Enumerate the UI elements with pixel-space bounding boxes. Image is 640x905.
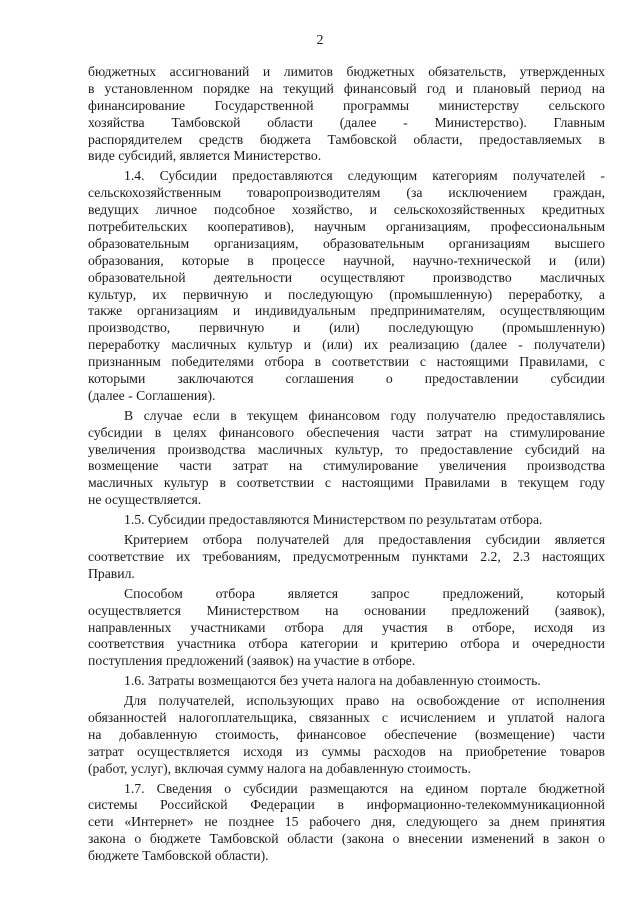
text-line: соответствие их требованиям, предусмотренным пунктами 2.2, 2.3 настоящих xyxy=(88,548,605,564)
text-line: образования, которые в процессе научной, научно-технической и (или) xyxy=(88,252,605,268)
text-line: Критерием отбора получателей для предоставления субсидии является xyxy=(124,532,605,548)
text-line: направленных участниками отбора для участия в отборе, исходя из xyxy=(88,619,605,635)
text-line: которыми заключаются соглашения о предоставлении субсидии xyxy=(88,371,605,387)
text-line: поступления предложений (заявок) на участие в отборе. xyxy=(88,653,416,669)
text-line: бюджетных ассигнований и лимитов бюджетных обязательств, утвержденных xyxy=(88,64,605,79)
text-line: субсидии в целях финансового обеспечения части затрат на стимулирование xyxy=(88,424,605,440)
text-line: 1.6. Затраты возмещаются без учета налога на добавленную стоимость. xyxy=(124,673,541,689)
text-line: Правил. xyxy=(88,565,135,581)
document-body xyxy=(88,64,605,865)
text-line: 1.4. Субсидии предоставляются следующим категориям получателей - xyxy=(124,168,605,184)
text-line: бюджете Тамбовской области). xyxy=(88,848,269,864)
text-line: в установленном порядке на текущий финансовый год и плановый период на xyxy=(88,80,605,96)
text-line: культур, их первичную и последующую (промышленную) переработку, а xyxy=(88,286,605,302)
text-line: (далее - Соглашения). xyxy=(88,387,216,403)
text-line: возмещение части затрат на стимулирование увеличения производства xyxy=(88,458,605,474)
text-line: Способом отбора является запрос предложений, который xyxy=(124,585,605,601)
text-line: соответствия участника отбора категории и критерию отбора и очередности xyxy=(88,636,605,652)
text-line: хозяйства Тамбовской области (далее - Министерство). Главным xyxy=(88,114,605,130)
text-line: закона о бюджете Тамбовской области (закона о внесении изменений в закон о xyxy=(88,831,605,847)
text-line: Для получателей, использующих право на освобождение от исполнения xyxy=(124,693,605,709)
text-line: на добавленную стоимость, финансовое обеспечение (возмещение) части xyxy=(88,726,605,742)
text-line: переработку масличных культур и (или) их реализацию (далее - получатели) xyxy=(88,337,605,353)
text-line: В случае если в текущем финансовом году получателю предоставлялись xyxy=(124,407,605,423)
text-line: образовательной деятельности осуществляют производство масличных xyxy=(88,269,605,285)
text-line: системы Российской Федерации в информационно-телекоммуникационной xyxy=(88,797,605,813)
text-line: ведущих личное подсобное хозяйство, и сельскохозяйственных кредитных xyxy=(88,202,605,218)
text-line: затрат осуществляется исходя из суммы расходов на приобретение товаров xyxy=(88,743,605,759)
text-line: сети «Интернет» не позднее 15 рабочего дня, следующего за днем принятия xyxy=(88,814,605,830)
text-line: увеличения производства масличных культур, то предоставление субсидий на xyxy=(88,441,605,457)
text-line: не осуществляется. xyxy=(88,492,202,508)
text-line: осуществляется Министерством на основании предложений (заявок), xyxy=(88,602,605,618)
text-line: производство, первичную и (или) последующую (промышленную) xyxy=(88,320,605,336)
text-line: финансирование Государственной программы министерству сельского xyxy=(88,97,605,113)
text-line: 1.7. Сведения о субсидии размещаются на едином портале бюджетной xyxy=(124,780,605,796)
text-line: (работ, услуг), включая сумму налога на добавленную стоимость. xyxy=(88,760,471,776)
text-line: также организациям и индивидуальным предпринимателям, осуществляющим xyxy=(88,303,605,319)
text-line: потребительских кооперативов), научным организациям, профессиональным xyxy=(88,219,605,235)
text-line: признанным победителями отбора в соответствии с настоящими Правилами, с xyxy=(88,354,605,370)
text-line: виде субсидий, является Министерство. xyxy=(88,148,322,164)
text-line: распорядителем средств бюджета Тамбовской области, предоставляемых в xyxy=(88,131,605,147)
text-line: масличных культур в соответствии с настоящими Правилами в текущем году xyxy=(88,475,605,491)
text-line: сельскохозяйственным товаропроизводителям (за исключением граждан, xyxy=(88,185,605,201)
text-line: образовательным организациям, образовательным организациям высшего xyxy=(88,235,605,251)
text-line: 1.5. Субсидии предоставляются Министерством по результатам отбора. xyxy=(124,512,543,528)
page-number: 2 xyxy=(316,33,324,48)
text-line: обязанностей налогоплательщика, связанных с исчислением и уплатой налога xyxy=(88,709,605,725)
